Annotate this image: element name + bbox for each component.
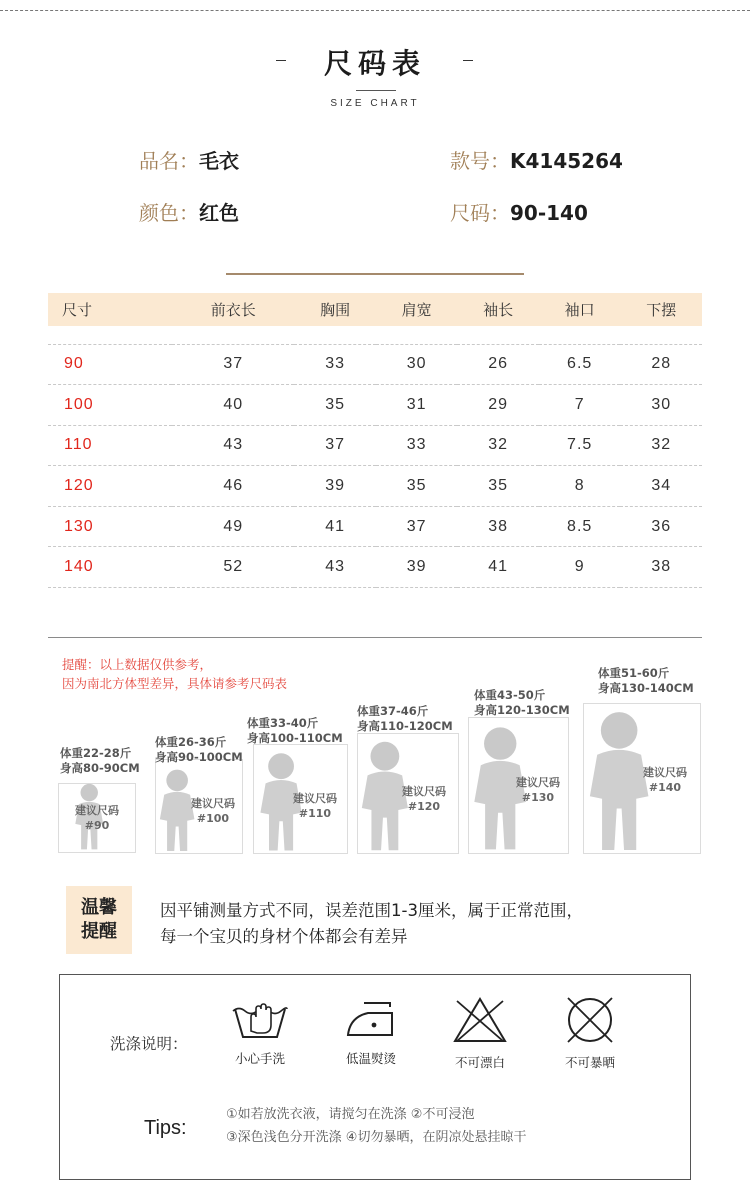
measure-cell: 33	[294, 344, 376, 385]
kid-suggestion-label: 建议尺码	[643, 766, 687, 779]
kid-suggestion-size: #100	[196, 812, 230, 825]
size-cell: 140	[48, 547, 172, 588]
low-iron-label: 低温熨烫	[345, 1051, 396, 1066]
hand-wash-icon	[229, 995, 291, 1041]
measure-cell: 35	[294, 385, 376, 426]
table-row	[48, 547, 702, 588]
title-right-dash	[463, 60, 473, 61]
kid-suggestion-label: 建议尺码	[402, 785, 446, 798]
measure-cell: 38	[457, 506, 539, 547]
kid-spec	[598, 666, 694, 696]
measure-cell: 33	[376, 425, 458, 466]
measure-cell: 40	[172, 385, 294, 426]
product-name-label: 品名：	[139, 149, 199, 173]
warm-tip-label-1: 温馨	[81, 897, 117, 918]
measure-cell: 37	[294, 425, 376, 466]
measure-cell: 52	[172, 547, 294, 588]
table-row	[48, 425, 702, 466]
col-header-cuff: 袖口	[539, 293, 621, 326]
size-cell: 100	[48, 385, 172, 426]
kid-suggestion	[183, 796, 243, 826]
measure-cell: 9	[539, 547, 621, 588]
kid-weight: 体重43-50斤	[474, 688, 546, 702]
kid-weight: 体重26-36斤	[155, 735, 227, 749]
product-size	[450, 197, 588, 226]
reference-note-line-1: 提醒：以上数据仅供参考，	[62, 657, 213, 672]
kid-suggestion	[635, 765, 695, 795]
measure-cell: 26	[457, 344, 539, 385]
warm-tip-line-2: 每一个宝贝的身材个体都会有差异	[160, 927, 408, 946]
col-header-hem: 下摆	[620, 293, 702, 326]
no-bleach-label: 不可漂白	[454, 1055, 505, 1070]
measure-cell: 35	[457, 466, 539, 507]
table-row	[48, 344, 702, 385]
size-table	[48, 293, 702, 588]
measure-cell: 46	[172, 466, 294, 507]
middle-divider	[48, 637, 702, 638]
kid-height: 身高100-110CM	[247, 731, 343, 745]
product-color-label: 颜色：	[139, 201, 199, 225]
product-style	[450, 145, 623, 174]
col-header-shoulder: 肩宽	[376, 293, 458, 326]
title-left-dash	[276, 60, 286, 61]
measure-cell: 43	[172, 425, 294, 466]
measure-cell: 36	[620, 506, 702, 547]
section-divider	[226, 273, 524, 275]
tips-line-2: ③深色浅色分开洗涤 ④切勿暴晒，在阴凉处悬挂晾干	[226, 1130, 527, 1145]
table-row	[48, 506, 702, 547]
product-size-value: 90-140	[510, 201, 588, 225]
measure-cell: 31	[376, 385, 458, 426]
product-color	[139, 197, 239, 226]
measure-cell: 35	[376, 466, 458, 507]
measure-cell: 32	[620, 425, 702, 466]
reference-note	[62, 655, 287, 693]
kid-suggestion-size: #140	[648, 781, 682, 794]
kid-spec	[474, 688, 570, 718]
size-cell: 130	[48, 506, 172, 547]
kid-spec	[155, 735, 243, 765]
product-name	[139, 145, 239, 174]
measure-cell: 49	[172, 506, 294, 547]
product-size-label: 尺码：	[450, 201, 510, 225]
warm-tip-text	[160, 898, 583, 950]
measure-cell: 41	[457, 547, 539, 588]
kid-spec	[60, 746, 140, 776]
kid-spec	[357, 704, 453, 734]
top-dashed-divider	[0, 10, 750, 11]
care-item-no-sun	[545, 995, 635, 1071]
wash-instructions-label: 洗涤说明：	[110, 1035, 188, 1053]
size-cell: 110	[48, 425, 172, 466]
page-title: 尺码表	[323, 47, 426, 80]
title-block	[0, 42, 750, 82]
kid-height: 身高90-100CM	[155, 750, 243, 764]
measure-cell: 28	[620, 344, 702, 385]
size-cell: 90	[48, 344, 172, 385]
reference-note-line-2: 因为南北方体型差异，具体请参考尺码表	[62, 676, 288, 691]
tips-line-1: ①如若放洗衣液，请搅匀在洗涤 ②不可浸泡	[226, 1107, 475, 1122]
measure-cell: 32	[457, 425, 539, 466]
product-style-label: 款号：	[450, 149, 510, 173]
kid-height: 身高80-90CM	[60, 761, 140, 775]
product-color-value: 红色	[199, 201, 239, 225]
measure-cell: 41	[294, 506, 376, 547]
kid-weight: 体重33-40斤	[247, 716, 319, 730]
warm-tip-label-2: 提醒	[81, 921, 117, 942]
hand-wash-label: 小心手洗	[234, 1051, 285, 1066]
care-instructions-panel	[59, 974, 691, 1180]
tips-label: Tips:	[144, 1117, 187, 1139]
measure-cell: 38	[620, 547, 702, 588]
kid-suggestion-label: 建议尺码	[191, 797, 235, 810]
low-temp-iron-icon	[340, 995, 402, 1041]
kid-spec	[247, 716, 343, 746]
table-row	[48, 466, 702, 507]
spacer-cell	[48, 326, 702, 344]
measure-cell: 7	[539, 385, 621, 426]
kid-suggestion-size: #120	[407, 800, 441, 813]
kid-suggestion	[508, 775, 568, 805]
warm-tip-badge	[66, 886, 132, 954]
measure-cell: 37	[376, 506, 458, 547]
kid-weight: 体重22-28斤	[60, 746, 132, 760]
no-sun-label: 不可暴晒	[564, 1055, 615, 1070]
kid-suggestion	[285, 791, 345, 821]
size-cell: 120	[48, 466, 172, 507]
title-underline	[356, 90, 396, 91]
kid-suggestion-label: 建议尺码	[75, 804, 119, 817]
kid-height: 身高110-120CM	[357, 719, 453, 733]
kid-suggestion-size: #110	[298, 807, 332, 820]
col-header-length: 前衣长	[172, 293, 294, 326]
warm-tip-line-1: 因平铺测量方式不同，误差范围1-3厘米，属于正常范围，	[160, 901, 583, 920]
table-row	[48, 385, 702, 426]
measure-cell: 8.5	[539, 506, 621, 547]
measure-cell: 37	[172, 344, 294, 385]
kid-suggestion	[67, 803, 127, 833]
kid-suggestion-size: #130	[521, 791, 555, 804]
kid-weight: 体重51-60斤	[598, 666, 670, 680]
size-table-header	[48, 293, 702, 326]
measure-cell: 29	[457, 385, 539, 426]
kid-suggestion-label: 建议尺码	[293, 792, 337, 805]
care-item-no-bleach	[435, 995, 525, 1071]
col-header-chest: 胸围	[294, 293, 376, 326]
measure-cell: 34	[620, 466, 702, 507]
kid-suggestion	[394, 784, 454, 814]
col-header-sleeve: 袖长	[457, 293, 539, 326]
measure-cell: 6.5	[539, 344, 621, 385]
kid-height: 身高130-140CM	[598, 681, 694, 695]
measure-cell: 39	[376, 547, 458, 588]
col-header-size: 尺寸	[48, 293, 172, 326]
measure-cell: 39	[294, 466, 376, 507]
kid-height: 身高120-130CM	[474, 703, 570, 717]
no-sun-dry-icon	[559, 995, 621, 1045]
measure-cell: 30	[620, 385, 702, 426]
table-spacer-row	[48, 326, 702, 344]
care-item-hand-wash	[215, 995, 305, 1067]
measure-cell: 43	[294, 547, 376, 588]
product-name-value: 毛衣	[199, 149, 239, 173]
tips-text	[226, 1103, 526, 1149]
care-item-low-iron	[326, 995, 416, 1067]
kid-weight: 体重37-46斤	[357, 704, 429, 718]
page-subtitle: SIZE CHART	[330, 98, 420, 109]
measure-cell: 8	[539, 466, 621, 507]
measure-cell: 7.5	[539, 425, 621, 466]
measure-cell: 30	[376, 344, 458, 385]
product-style-value: K4145264	[510, 149, 623, 173]
no-bleach-icon	[449, 995, 511, 1045]
kid-suggestion-size: #90	[84, 819, 110, 832]
kid-suggestion-label: 建议尺码	[516, 776, 560, 789]
